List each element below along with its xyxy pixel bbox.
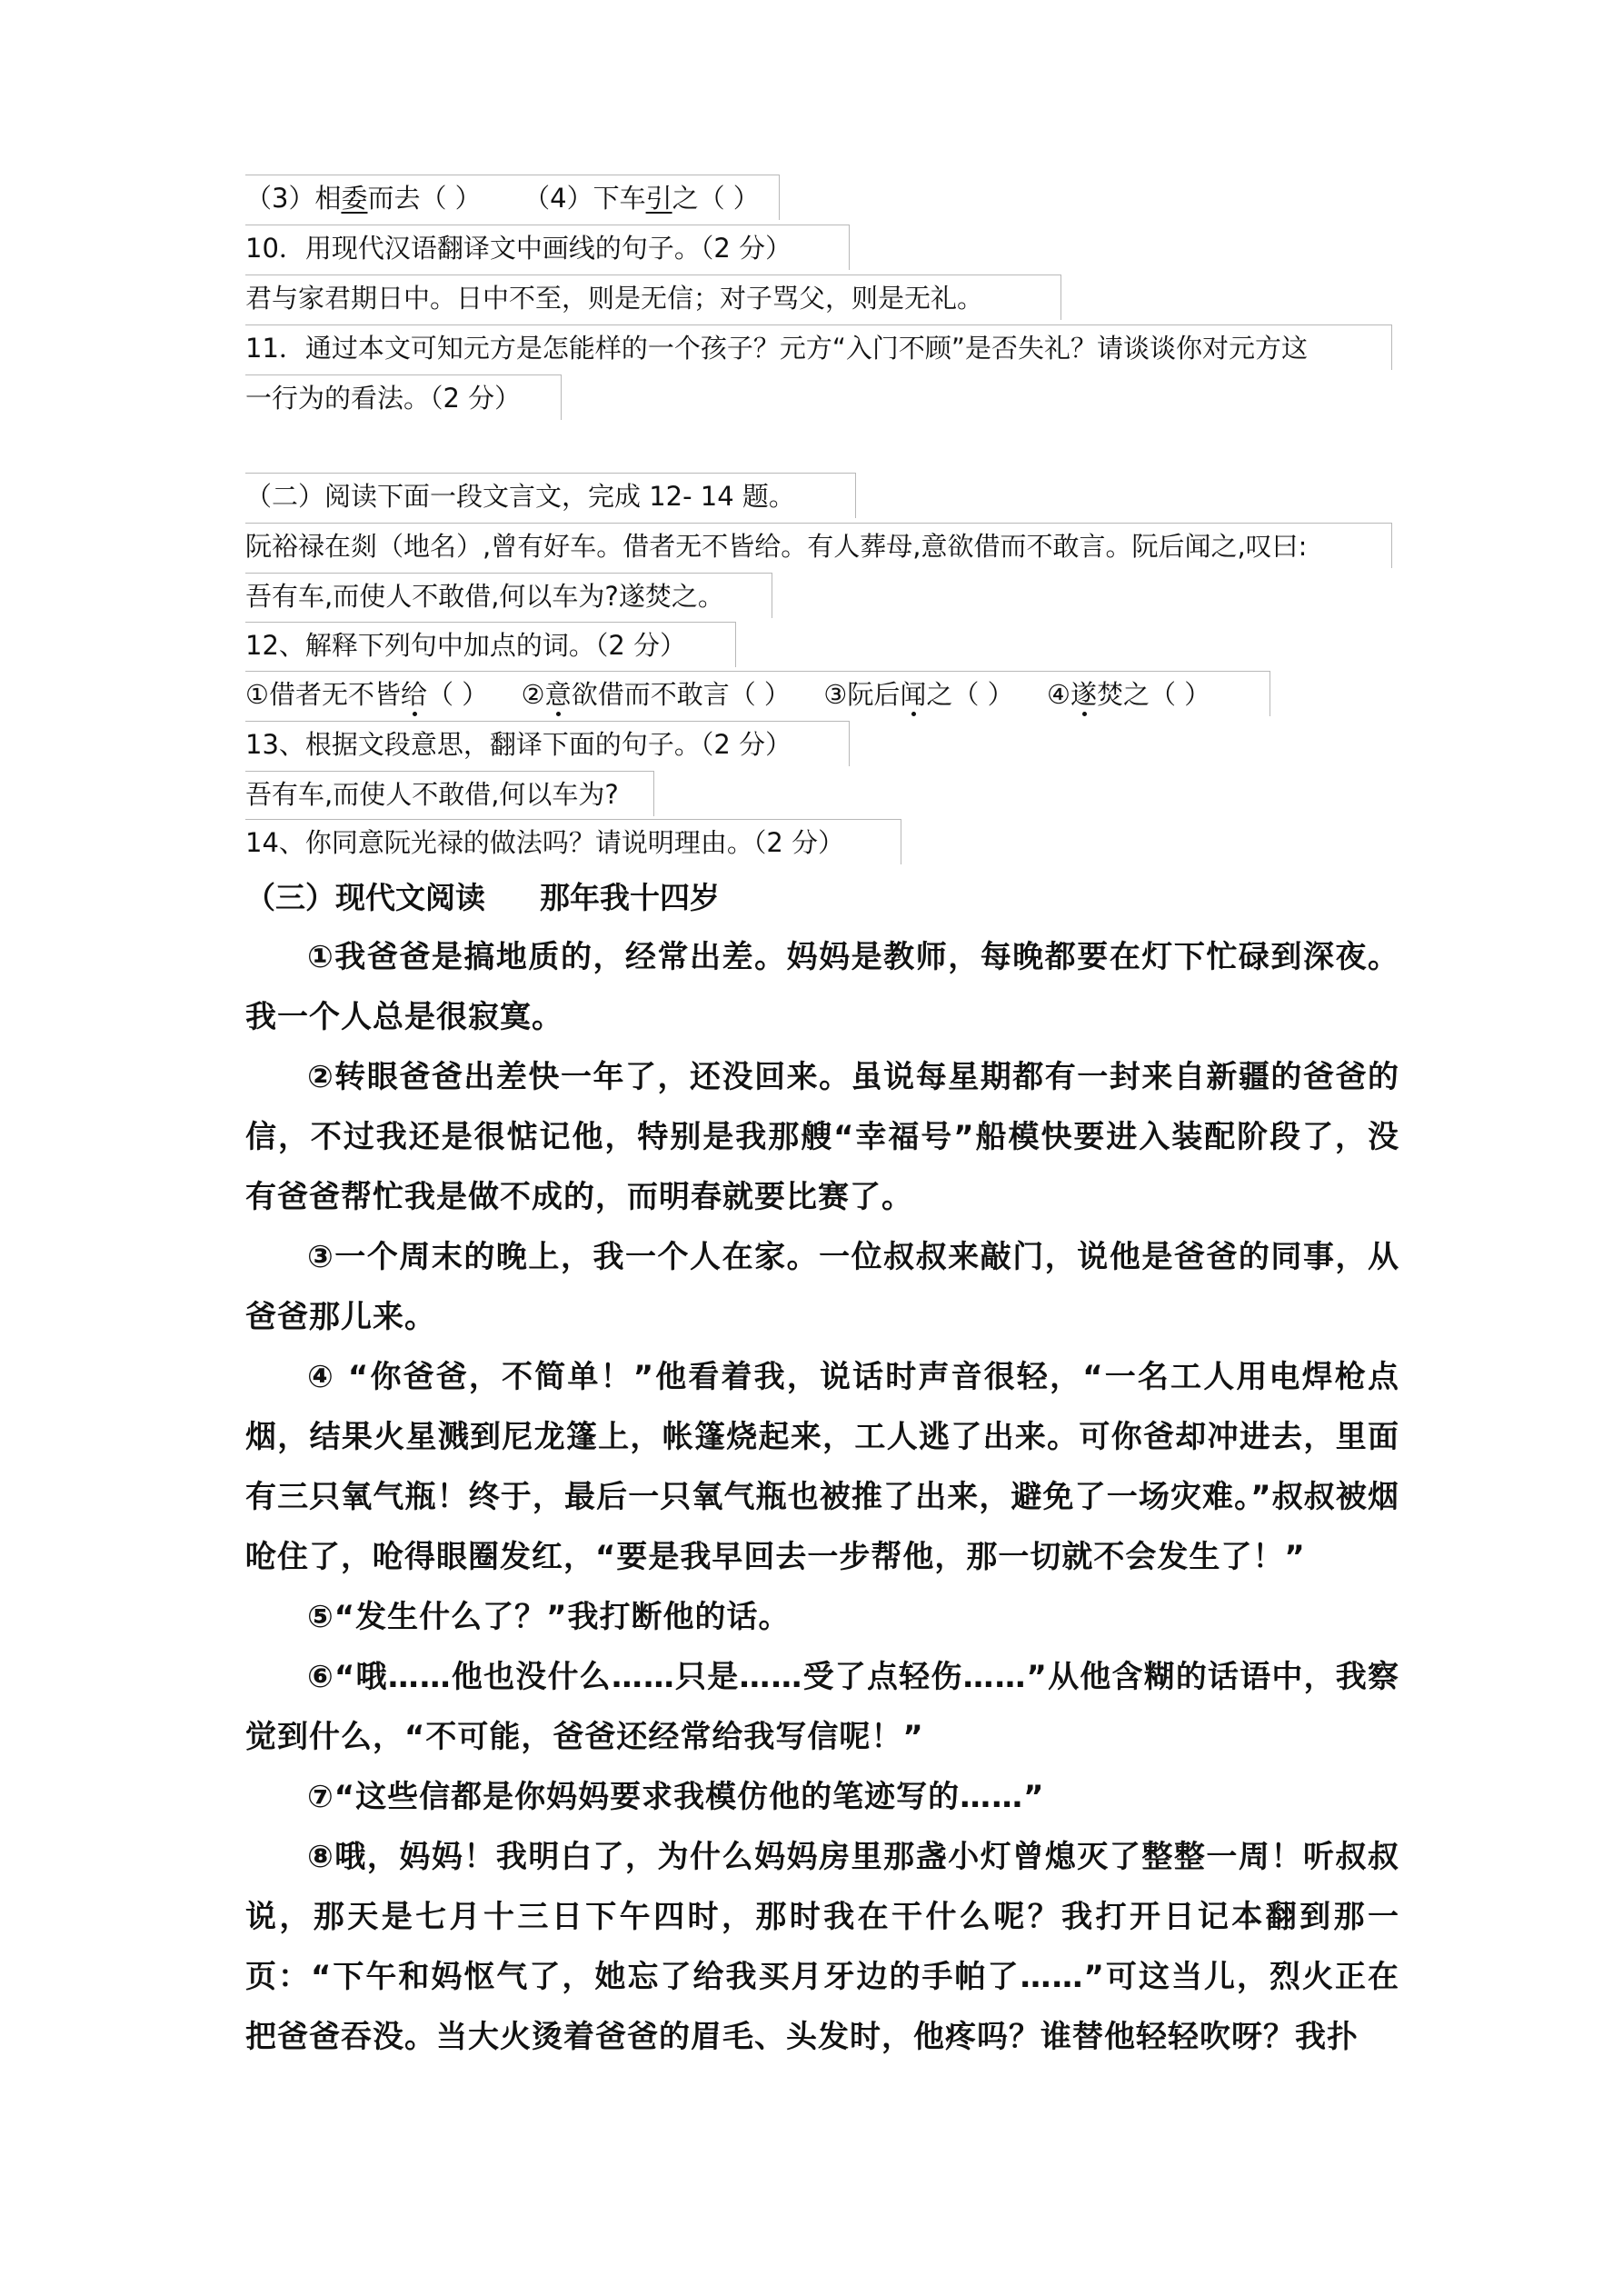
q9-item3-word: 委 bbox=[341, 183, 368, 214]
q10-sentence: 君与家君期日中。日中不至，则是无信；对子骂父，则是无礼。 bbox=[245, 275, 1061, 320]
q12-item1-prefix: ①借者无不皆 bbox=[245, 679, 401, 710]
section2-intro: （二）阅读下面一段文言文，完成 12- 14 题。 bbox=[245, 473, 856, 518]
q12-prompt: 12、解释下列句中加点的词。（2 分） bbox=[245, 622, 736, 667]
section3-label: （三）现代文阅读 bbox=[245, 880, 485, 915]
q10-prompt: 10．用现代汉语翻译文中画线的句子。（2 分） bbox=[245, 225, 850, 270]
q9-item4-word: 引 bbox=[645, 183, 672, 214]
q14-prompt: 14、你同意阮光禄的做法吗？请说明理由。（2 分） bbox=[245, 819, 901, 864]
paragraph-8: ⑧哦，妈妈！我明白了，为什么妈妈房里那盏小灯曾熄灭了整整一周！听叔叔说，那天是七月十三日下午四时，那时我在干什么呢？我打开日记本翻到那一页：“下午和妈怄气了，她忘了给我买月牙边的手帕了……”可这当儿，烈火正在把爸爸吞没。当大火烫着爸爸的眉毛、头发时，他疼吗？谁替他轻轻吹呀？我扑 bbox=[245, 1839, 1399, 2055]
paragraph-3: ③一个周末的晚上，我一个人在家。一位叔叔来敲门，说他是爸爸的同事，从爸爸那儿来。 bbox=[245, 1239, 1399, 1335]
section3-heading bbox=[245, 874, 720, 917]
q9-item4-suffix: 之（ ） bbox=[672, 183, 760, 214]
q9-item3-prefix: （3）相 bbox=[245, 183, 342, 214]
q12-item1-dotted-word: 给 bbox=[401, 679, 428, 710]
q12-item3-prefix: ③阮后 bbox=[823, 679, 901, 710]
q11-prompt-line2: 一行为的看法。（2 分） bbox=[245, 374, 562, 420]
paragraph-6: ⑥“哦……他也没什么……只是……受了点轻伤……”从他含糊的话语中，我察觉到什么，“不可能，爸爸还经常给我写信呢！” bbox=[245, 1659, 1399, 1755]
q9-item3-suffix: 而去（ ） bbox=[367, 183, 482, 214]
q11-prompt-line1: 11．通过本文可知元方是怎能样的一个孩子？元方“入门不顾”是否失礼？请谈谈你对元方这 bbox=[245, 324, 1392, 370]
paragraph-2: ②转眼爸爸出差快一年了，还没回来。虽说每星期都有一封来自新疆的爸爸的信，不过我还是很惦记他，特别是我那艘“幸福号”船模快要进入装配阶段了，没有爸爸帮忙我是做不成的，而明春就要比赛了。 bbox=[245, 1059, 1399, 1215]
paragraph-7: ⑦“这些信都是你妈妈要求我模仿他的笔迹写的……” bbox=[307, 1779, 1045, 1815]
q12-item2-dotted-word: 意 bbox=[544, 679, 572, 710]
q12-item1-suffix: （ ） bbox=[427, 679, 489, 710]
paragraph-5: ⑤“发生什么了？”我打断他的话。 bbox=[307, 1599, 791, 1635]
section3-title: 那年我十四岁 bbox=[540, 880, 720, 915]
paragraph-4: ④ “你爸爸，不简单！”他看着我，说话时声音很轻，“一名工人用电焊枪点烟，结果火星溅到尼龙篷上，帐篷烧起来，工人逃了出来。可你爸却冲进去，里面有三只氧气瓶！终于，最后一只氧气瓶也被推了出来，避免了一场灾难。”叔叔被烟呛住了，呛得眼圈发红，“要是我早回去一步帮他，那一切就不会发生了！” bbox=[245, 1359, 1399, 1575]
q9-item4-prefix: （4）下车 bbox=[523, 183, 646, 214]
q12-item3-suffix: 之（ ） bbox=[926, 679, 1014, 710]
q12-items-line bbox=[245, 671, 1270, 716]
q13-prompt: 13、根据文段意思，翻译下面的句子。（2 分） bbox=[245, 721, 850, 766]
section2-passage-line2: 吾有车,而使人不敢借,何以车为?遂焚之。 bbox=[245, 573, 772, 618]
q12-item4-prefix: ④ bbox=[1047, 679, 1071, 710]
q12-item4-suffix: 焚之（ ） bbox=[1097, 679, 1211, 710]
q9-options-line bbox=[245, 175, 780, 220]
q12-item2-prefix: ② bbox=[521, 679, 545, 710]
paragraph-1: ①我爸爸是搞地质的，经常出差。妈妈是教师，每晚都要在灯下忙碌到深夜。我一个人总是很寂寞。 bbox=[245, 939, 1399, 1035]
q13-sentence: 吾有车,而使人不敢借,何以车为? bbox=[245, 771, 654, 816]
q12-item3-dotted-word: 闻 bbox=[900, 679, 927, 710]
q12-item2-suffix: 欲借而不敢言（ ） bbox=[571, 679, 791, 710]
section2-passage-line1: 阮裕禄在剡（地名）,曾有好车。借者无不皆给。有人葬母,意欲借而不敢言。阮后闻之,叹曰: bbox=[245, 523, 1392, 568]
q12-item4-dotted-word: 遂 bbox=[1070, 679, 1098, 710]
